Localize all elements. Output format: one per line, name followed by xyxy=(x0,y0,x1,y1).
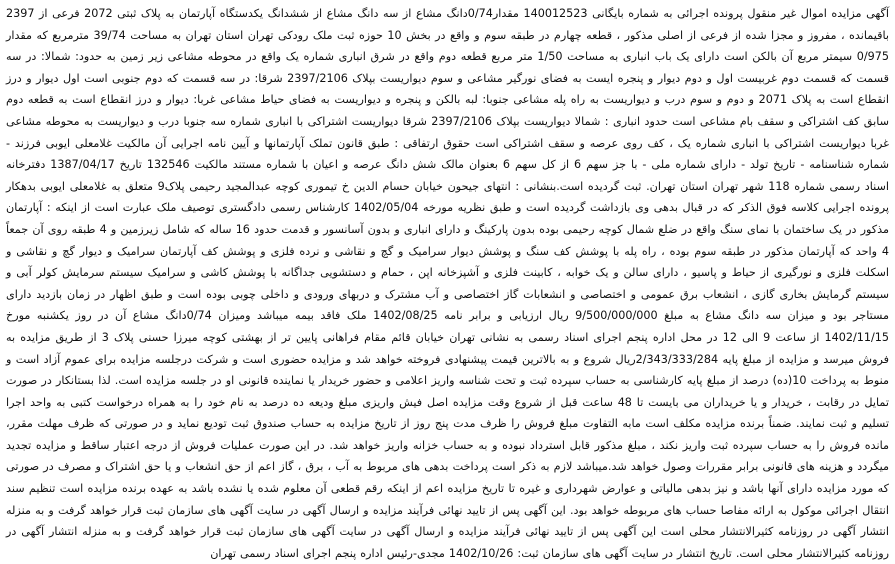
auction-notice-text: آگهی مزایده اموال غیر منقول پرونده اجرائی به شماره بایگانی 140012523 مقدار0/74دانگ مشاع از سه دانگ مشاع از ششدانگ یکدستگاه آپارتمان به پلاک ثبتی 2072 فرعی از 2397 باقیمانده ، مفروز و مجزا شده از فرعی از اصلی مذکور ، قطعه چهارم در طبقه سوم و واقع در بخش 10 حوزه ثبت ملک رودکی تهران استان تهران به مساحت 39/74 مترمربع که مقدار 0/975 سیمتر مربع آن بالکن است دارای یک باب انباری به مساحت 1/50 متر مربع قطعه دوم واقع در شرق انباری شماره یک واقع در محوطه مشاعی زیر زمین به حدود: شمالا: در سه قسمت که قسمت دوم غربیست اول و دوم دیوار و پنجره ایست به فضای نورگیر مشاعی و سوم دیواریست بپلاک 2397/2106 شرقا: در سه قسمت که دوم جنوبی است اول دیوار و درز انقطاع است به پلاک 2071 و دوم و سوم درب و دیواریست به راه پله مشاعی جنوبا: لبه بالکن و پنجره و دیواریست به فضای حیاط مشاعی غربا: دیوار و درز انقطاع است به قطعه دوم سابق کف اشتراکی و سقف بام مشاعی است حدود انباری : شمالا دیواریست بپلاک 2397/2106 شرقا دیواریست اشتراکی با انباری شماره سه جنوبا درب و دیواریست به محوطه مشاعی غربا دیواریست اشتراکی با انباری شماره یک ، کف روی عرصه و سقف اشتراکی است حقوق ارتفاقی : طبق قانون تملک آپارتمانها و آیین نامه اجرایی آن مالکیت غلامعلی ایوبی فرزند - شماره شناسنامه - تاریخ تولد - دارای شماره ملی - با جز سهم 6 از کل سهم 6 بعنوان مالک شش دانگ عرصه و اعیان با شماره مستند مالکیت 132546 تاریخ 1387/04/17 دفترخانه اسناد رسمی شماره 118 شهر تهران استان تهران. ثبت گردیده است.بنشانی : انتهای جیحون خیابان حسام الدین خ تیموری کوچه عبدالمجید رحیمی پلاک9 متعلق به غلامعلی ایوبی بدهکار پرونده اجرایی کلاسه فوق الذکر که در قبال بدهی وی بازداشت گردیده است و طبق نظریه مورخه 1402/05/04 کارشناس رسمی دادگستری توصیف ملک عبارت است از اینکه : آپارتمان مذکور در یک ساختمان با نمای سنگ واقع در ضلع شمال کوچه رحیمی بوده بدون پارکینگ و دارای انباری و بدون آسانسور و قدمت حدود 16 ساله که شامل زیرزمین و 4 طبقه روی آن جمعاً 4 واحد که آپارتمان مذکور در طبقه سوم بوده ، راه پله با پوشش کف سنگ و پوشش دیوار سرامیک و گچ و نقاشی و نرده فلزی و پوشش کف آپارتمان سرامیک و دیوار گچ و نقاشی و اسکلت فلزی و نورگیری از حیاط و پاسیو ، دارای سالن و یک خوابه ، کابینت فلزی و آشپزخانه اپن ، حمام و دستشویی جداگانه با پوشش کاشی و سرامیک سیستم سرمایش کولر آبی و سیستم گرمایش بخاری گازی ، انشعاب برق عمومی و اختصاصی و انشعابات گاز اختصاصی و آب مشترک و دربهای ورودی و داخلی چوبی بوده است و طبق اظهار در زمان بازدید دارای مستاجر بود و میزان سه دانگ مشاع به مبلغ 9/500/000/000 ریال ارزیابی و برابر نامه 1402/08/25 ملک فاقد بیمه میباشد ومیزان 0/74دانگ مشاع آن در روز یکشنبه مورخ 1402/11/15 از ساعت 9 الی 12 در محل اداره پنجم اجرای اسناد رسمی به نشانی تهران خیابان قائم مقام فراهانی پایین تر از بهشتی کوچه میرزا حسنی پلاک 3 از طریق مزایده به فروش میرسد و مزایده از مبلغ پایه 2/343/333/284ریال شروع و به بالاترین قیمت پیشنهادی فروخته خواهد شد و مزایده حضوری است و شرکت درجلسه مزایده برای عموم آزاد است و منوط به پرداخت 10(ده) درصد از مبلغ پایه کارشناسی به حساب سپرده ثبت و تحت شناسه واریز اعلامی و حضور خریدار یا نماینده قانونی او در جلسه مزایده است. لذا بستانکار در صورت تمایل در رقابت ، خریدار و یا خریداران می بایست تا 48 ساعت قبل از شروع وقت مزایده اصل فیش واریزی مبلغ ودیعه ده درصد به نام خود را به همراه درخواست کتبی به واحد اجرا تسلیم و ثبت نمایند. ضمناً برنده مزایده مکلف است مابه التفاوت مبلغ فروش را ظرف مدت پنج روز از تاریخ مزایده به حساب صندوق ثبت تودیع نماید و در صورتی که ظرف مهلت مقرر، مانده فروش را به حساب سپرده ثبت واریز نکند ، مبلغ مذکور قابل استرداد نبوده و به حساب خزانه واریز خواهد شد. در این صورت عملیات فروش از درجه اعتبار ساقط و مزایده تجدید میگردد و هزینه های قانونی برابر مقررات وصول خواهد شد.میباشد لازم به ذکر است پرداخت بدهی های مربوط به آب ، برق ، گاز اعم از حق انشعاب و یا حق اشتراک و مصرف در صورتی که مورد مزایده دارای آنها باشد و نیز بدهی مالیاتی و عوارض شهرداری و غیره تا تاریخ مزایده اعم از اینکه رقم قطعی آن معلوم شده یا نشده باشد به عهده برنده مزایده است تنظیم سند انتقال اجرائی موکول به ارائه مفاصا حساب های مربوطه خواهد بود. این آگهی پس از تایید نهائی فرآیند مزایده و ارسال آگهی در سایت آگهی های سازمان ثبت قرار خواهد گرفت و به منزله انتشار آگهی در روزنامه کثیرالانتشار محلی است این آگهی پس از تایید نهائی فرآیند مزایده و ارسال آگهی در سایت آگهی های سازمان ثبت قرار خواهد گرفت و به منزله انتشار آگهی در روزنامه کثیرالانتشار محلی است. تاریخ انتشار در سایت آگهی های سازمان ثبت: 1402/10/26 مجدی-رئیس اداره پنجم اجرای اسناد رسمی تهران xyxy=(6,7,890,560)
